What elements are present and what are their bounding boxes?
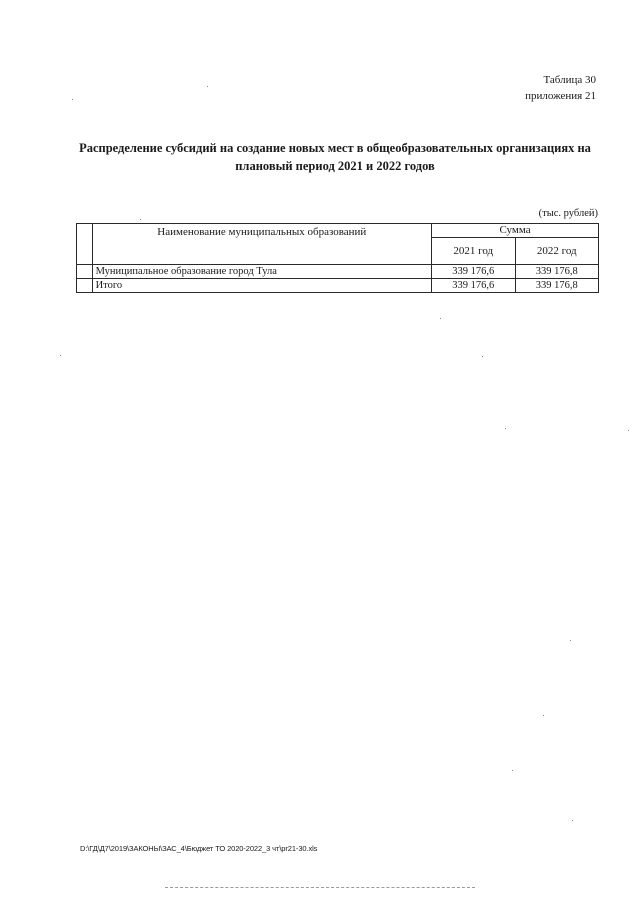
row-value-2021: 339 176,6 [432,265,515,279]
total-value-2022: 339 176,8 [515,279,598,293]
table-row [77,265,599,279]
scan-speck [512,770,513,771]
table-total-row [77,279,599,293]
header-municipality: Наименование муниципальных образований [92,224,432,265]
scan-speck [140,219,141,220]
table-number: Таблица 30 [543,74,596,86]
scan-speck [482,356,483,357]
header-number-cell [77,224,93,265]
total-value-2021: 339 176,6 [432,279,515,293]
file-path-footer: D:\ГД\Д7\2019\ЗАКОНЫ\ЗАС_4\Бюджет ТО 2020-2022_3 чт\pr21-30.xls [80,844,318,853]
scan-speck [572,820,573,821]
subsidy-table [76,223,599,293]
total-label: Итого [92,279,432,293]
scan-speck [60,355,61,356]
header-sum: Сумма [432,224,599,238]
row-number-cell [77,265,93,279]
header-year-2021: 2021 год [432,238,515,265]
document-title [70,139,600,175]
table-header-row [77,224,599,238]
scan-speck [207,86,208,87]
table-reference [525,72,596,104]
units-label: (тыс. рублей) [538,208,598,219]
row-value-2022: 339 176,8 [515,265,598,279]
scan-speck [440,318,441,319]
row-municipality-name: Муниципальное образование город Тула [92,265,432,279]
scan-artifact-line [165,887,475,888]
title-line-1: Распределение субсидий на создание новых мест в общеобразовательных организациях на [79,141,591,155]
appendix-reference: приложения 21 [525,90,596,102]
scan-speck [72,99,73,100]
scan-speck [628,430,629,431]
scan-speck [570,640,571,641]
header-year-2022: 2022 год [515,238,598,265]
scan-speck [543,715,544,716]
scan-speck [505,428,506,429]
title-line-2: плановый период 2021 и 2022 годов [235,159,435,173]
total-number-cell [77,279,93,293]
